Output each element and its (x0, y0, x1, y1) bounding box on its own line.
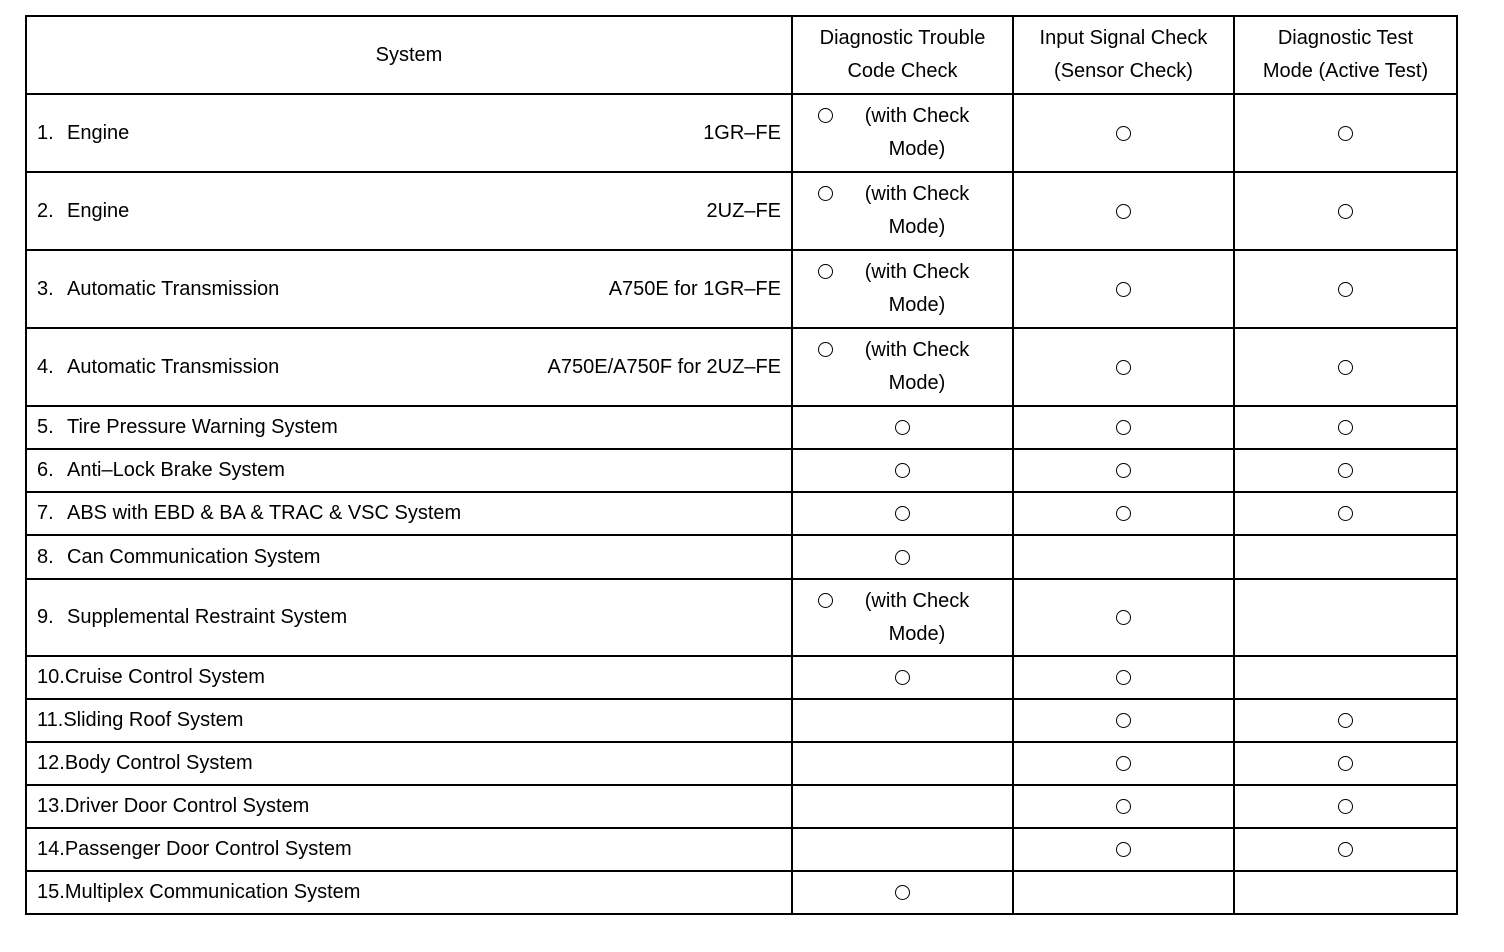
supported-circle-icon (1338, 799, 1353, 814)
system-label: Cruise Control System (64, 666, 265, 688)
supported-circle-icon (1116, 463, 1131, 478)
system-label: Engine (67, 199, 130, 222)
supported-circle-icon (895, 885, 910, 900)
supported-circle-icon (895, 550, 910, 565)
table-row (26, 742, 1457, 785)
system-cell (26, 871, 792, 914)
supported-circle-icon (818, 186, 833, 201)
active-cell (1234, 250, 1457, 328)
active-cell (1234, 172, 1457, 250)
supported-circle-icon (895, 420, 910, 435)
supported-circle-icon (818, 593, 833, 608)
system-label: Driver Door Control System (64, 795, 310, 817)
table-row (26, 785, 1457, 828)
table-row (26, 250, 1457, 328)
active-cell (1234, 871, 1457, 914)
active-cell (1234, 742, 1457, 785)
active-cell (1234, 785, 1457, 828)
check-mode-note: (with Check Mode) (864, 339, 970, 394)
system-label: ABS with EBD & BA & TRAC & VSC System (67, 502, 462, 524)
supported-circle-icon (1338, 360, 1353, 375)
table-header (26, 16, 1457, 94)
table-row (26, 535, 1457, 579)
table-row (26, 699, 1457, 742)
diagnostic-function-table (25, 15, 1458, 915)
supported-circle-icon (1116, 506, 1131, 521)
system-label: Passenger Door Control System (64, 838, 352, 860)
input-cell (1013, 785, 1234, 828)
supported-circle-icon (1338, 713, 1353, 728)
check-mode-note: (with Check Mode) (864, 261, 970, 316)
system-label: Supplemental Restraint System (67, 606, 348, 628)
dtc-cell (792, 94, 1013, 172)
system-model: 1GR–FE (703, 121, 781, 144)
system-number: 12. (37, 752, 65, 774)
system-model: 2UZ–FE (706, 199, 781, 222)
system-cell (26, 742, 792, 785)
table-row (26, 406, 1457, 449)
active-cell (1234, 492, 1457, 535)
supported-circle-icon (1116, 282, 1131, 297)
dtc-cell (792, 172, 1013, 250)
supported-circle-icon (1338, 463, 1353, 478)
input-cell (1013, 172, 1234, 250)
system-model: A750E for 1GR–FE (608, 277, 781, 300)
system-label: Sliding Roof System (63, 709, 244, 731)
system-cell (26, 699, 792, 742)
dtc-cell (792, 656, 1013, 699)
system-label: Multiplex Communication System (64, 881, 361, 903)
header-row (26, 16, 1457, 94)
system-label: Anti–Lock Brake System (67, 459, 285, 481)
system-label: Body Control System (64, 752, 253, 774)
input-cell (1013, 535, 1234, 579)
system-cell (26, 785, 792, 828)
dtc-cell (792, 492, 1013, 535)
supported-circle-icon (1116, 799, 1131, 814)
supported-circle-icon (1116, 126, 1131, 141)
input-cell (1013, 449, 1234, 492)
active-cell (1234, 579, 1457, 656)
system-cell (26, 406, 792, 449)
system-number: 9. (37, 606, 54, 628)
table-body (26, 94, 1457, 914)
system-label: Engine (67, 121, 130, 144)
system-cell (26, 656, 792, 699)
supported-circle-icon (1116, 610, 1131, 625)
active-cell (1234, 828, 1457, 871)
active-cell (1234, 328, 1457, 406)
table-row (26, 579, 1457, 656)
table-row (26, 449, 1457, 492)
check-mode-note: (with Check Mode) (864, 105, 970, 160)
system-cell (26, 172, 792, 250)
system-cell (26, 328, 792, 406)
supported-circle-icon (1338, 420, 1353, 435)
system-cell (26, 94, 792, 172)
input-cell (1013, 871, 1234, 914)
active-cell (1234, 535, 1457, 579)
system-model: A750E/A750F for 2UZ–FE (547, 355, 781, 378)
dtc-cell (792, 406, 1013, 449)
input-cell (1013, 742, 1234, 785)
supported-circle-icon (1338, 126, 1353, 141)
system-name (37, 416, 338, 439)
system-name (37, 838, 352, 861)
active-cell (1234, 406, 1457, 449)
system-number: 2. (37, 199, 54, 222)
system-number: 13. (37, 795, 65, 817)
dtc-cell (792, 699, 1013, 742)
input-cell (1013, 406, 1234, 449)
check-mode-note: (with Check Mode) (864, 183, 970, 238)
supported-circle-icon (1116, 204, 1131, 219)
supported-circle-icon (1116, 420, 1131, 435)
supported-circle-icon (895, 506, 910, 521)
system-name (37, 666, 265, 689)
supported-circle-icon (1116, 756, 1131, 771)
system-name (37, 752, 253, 775)
system-number: 8. (37, 545, 54, 568)
supported-circle-icon (1116, 360, 1131, 375)
table-row (26, 656, 1457, 699)
input-cell (1013, 328, 1234, 406)
system-name (37, 356, 279, 379)
system-name (37, 122, 129, 145)
system-number: 5. (37, 416, 54, 438)
dtc-cell (792, 828, 1013, 871)
active-cell (1234, 699, 1457, 742)
system-cell (26, 579, 792, 656)
system-name (37, 795, 309, 818)
dtc-cell (792, 742, 1013, 785)
active-cell (1234, 94, 1457, 172)
dtc-cell (792, 785, 1013, 828)
supported-circle-icon (1116, 713, 1131, 728)
table-row (26, 828, 1457, 871)
dtc-cell (792, 579, 1013, 656)
system-label: Automatic Transmission (67, 277, 280, 300)
system-number: 15. (37, 881, 65, 903)
system-label: Automatic Transmission (67, 355, 280, 378)
system-label: Can Communication System (67, 545, 321, 568)
input-cell (1013, 699, 1234, 742)
system-name (37, 709, 243, 732)
table-row (26, 492, 1457, 535)
system-cell (26, 449, 792, 492)
supported-circle-icon (1338, 282, 1353, 297)
supported-circle-icon (1338, 842, 1353, 857)
system-number: 11. (37, 709, 64, 731)
supported-circle-icon (1338, 506, 1353, 521)
supported-circle-icon (1116, 670, 1131, 685)
system-number: 10. (37, 666, 65, 688)
input-cell (1013, 492, 1234, 535)
input-cell (1013, 828, 1234, 871)
system-name (37, 200, 129, 223)
supported-circle-icon (1338, 756, 1353, 771)
active-cell (1234, 449, 1457, 492)
dtc-cell (792, 449, 1013, 492)
system-label: Tire Pressure Warning System (67, 416, 338, 438)
system-name (37, 546, 320, 569)
supported-circle-icon (818, 108, 833, 123)
supported-circle-icon (1116, 842, 1131, 857)
active-cell (1234, 656, 1457, 699)
system-name (37, 459, 285, 482)
input-cell (1013, 250, 1234, 328)
system-cell (26, 250, 792, 328)
system-cell (26, 535, 792, 579)
check-mode-note: (with Check Mode) (864, 589, 970, 645)
dtc-cell (792, 328, 1013, 406)
dtc-cell (792, 871, 1013, 914)
table-row (26, 172, 1457, 250)
header-dtc-check: Diagnostic Trouble Code Check (792, 16, 1013, 94)
dtc-cell (792, 535, 1013, 579)
supported-circle-icon (818, 342, 833, 357)
header-system: System (26, 16, 792, 94)
system-name (37, 502, 461, 525)
supported-circle-icon (818, 264, 833, 279)
system-number: 7. (37, 502, 54, 524)
system-number: 4. (37, 355, 54, 378)
system-number: 1. (37, 121, 54, 144)
supported-circle-icon (895, 463, 910, 478)
system-name (37, 278, 279, 301)
system-cell (26, 492, 792, 535)
system-cell (26, 828, 792, 871)
table-row (26, 328, 1457, 406)
header-input-signal-check: Input Signal Check (Sensor Check) (1013, 16, 1234, 94)
input-cell (1013, 94, 1234, 172)
table-row (26, 871, 1457, 914)
system-name (37, 606, 347, 629)
system-number: 14. (37, 838, 65, 860)
input-cell (1013, 579, 1234, 656)
system-number: 3. (37, 277, 54, 300)
supported-circle-icon (895, 670, 910, 685)
supported-circle-icon (1338, 204, 1353, 219)
system-number: 6. (37, 459, 54, 481)
header-active-test: Diagnostic Test Mode (Active Test) (1234, 16, 1457, 94)
table-row (26, 94, 1457, 172)
dtc-cell (792, 250, 1013, 328)
input-cell (1013, 656, 1234, 699)
system-name (37, 881, 360, 904)
